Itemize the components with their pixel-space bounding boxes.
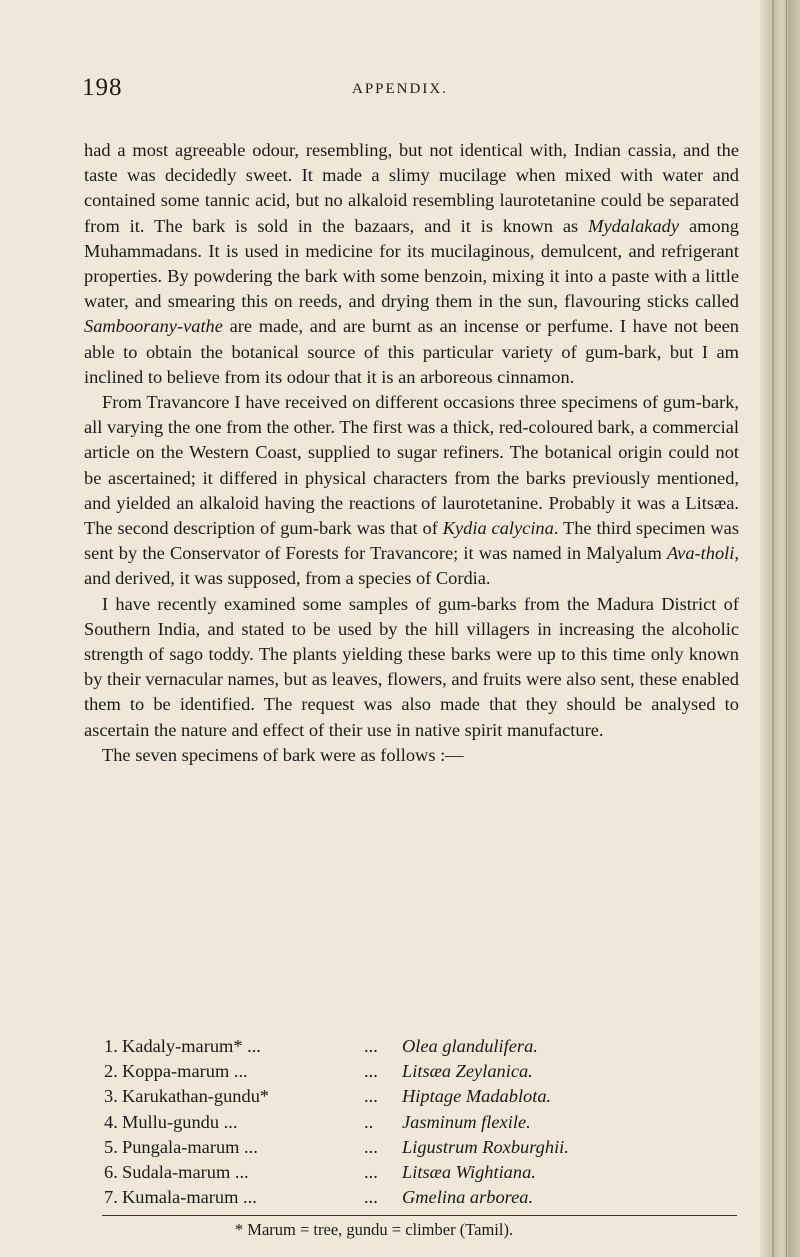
list-item: 7. Kumala-marum ... ... Gmelina arborea. bbox=[104, 1187, 534, 1208]
term-kydia-calycina: Kydia calycina bbox=[442, 518, 554, 539]
paragraph-4: The seven specimens of bark were as follows :— bbox=[102, 744, 464, 765]
running-head: APPENDIX. bbox=[352, 81, 448, 97]
page-header bbox=[0, 74, 760, 108]
list-item: 4. Mullu-gundu ... .. Jasminum flexile. bbox=[104, 1111, 531, 1132]
term-ava-tholi: Ava-tholi bbox=[666, 543, 735, 564]
paragraph-3: I have recently examined some samples of gum-barks from the Madura District of Southern India, and stated to be used by the hill villagers in increasing the alcoholic strength of sago toddy. The plants yielding these barks were up to this time only known by their vernacular names, but as leaves, flowers, and fruits were also sent, these enabled them to be identified. The request was also made that they should be analysed to ascertain the nature and effect of their use in native spirit manufacture. bbox=[84, 593, 739, 740]
specimen-list bbox=[104, 1034, 734, 1210]
footnote: * Marum = tree, gundu = climber (Tamil). bbox=[234, 1220, 514, 1239]
footnote-divider bbox=[102, 1215, 737, 1216]
page-edge bbox=[760, 0, 800, 1257]
term-mydalakady: Mydalakady bbox=[588, 215, 680, 236]
list-item: 6. Sudala-marum ... ... Litsæa Wightiana. bbox=[104, 1161, 536, 1182]
term-samboorany-vathe: Samboorany-vathe bbox=[84, 316, 223, 337]
body-text bbox=[84, 138, 739, 768]
paragraph-1: had a most agreeable odour, resembling, but not identical with, Indian cassia, and the taste was decidedly sweet. It made a slimy mucilage when mixed with water and contained some tannic acid, but no alkaloid resembling laurotetanine could be separated from it. The bark is sold in the bazaars, and it is known as Mydalakady among Muhammadans. It is used in medicine for its mucilaginous, demulcent, and refrigerant properties. By powdering the bark with some benzoin, mixing it into a paste with a little water, and smearing this on reeds, and drying them in the sun, flavouring sticks called Samboorany-vathe are made, and are burnt as an incense or perfume. I have not been able to obtain the botanical source of this particular variety of gum-bark, but I am inclined to believe from its odour that it is an arboreous cinnamon. bbox=[84, 140, 739, 387]
list-item: 3. Karukathan-gundu* ... Hiptage Madablota. bbox=[104, 1086, 552, 1107]
list-item: 1. Kadaly-marum* ... ... Olea glandulifera. bbox=[104, 1036, 538, 1056]
list-item: 5. Pungala-marum ... ... Ligustrum Roxburghii. bbox=[104, 1136, 569, 1157]
page-number: 198 bbox=[82, 74, 123, 101]
paragraph-2: From Travancore I have received on different occasions three specimens of gum-bark, all varying the one from the other. The first was a thick, red-coloured bark, a commercial article on the Western Coast, supplied to sugar refiners. The botanical origin could not be ascertained; it differed in physical characters from the barks previously mentioned, and yielded an alkaloid having the reactions of laurotetanine. Probably it was a Litsæa. The second description of gum-bark was that of Kydia calycina. The third specimen was sent by the Conservator of Forests for Travancore; it was named in Malyalum Ava-tholi, and derived, it was supposed, from a species of Cordia. bbox=[84, 392, 739, 589]
list-item: 2. Koppa-marum ... ... Litsæa Zeylanica. bbox=[104, 1061, 533, 1082]
